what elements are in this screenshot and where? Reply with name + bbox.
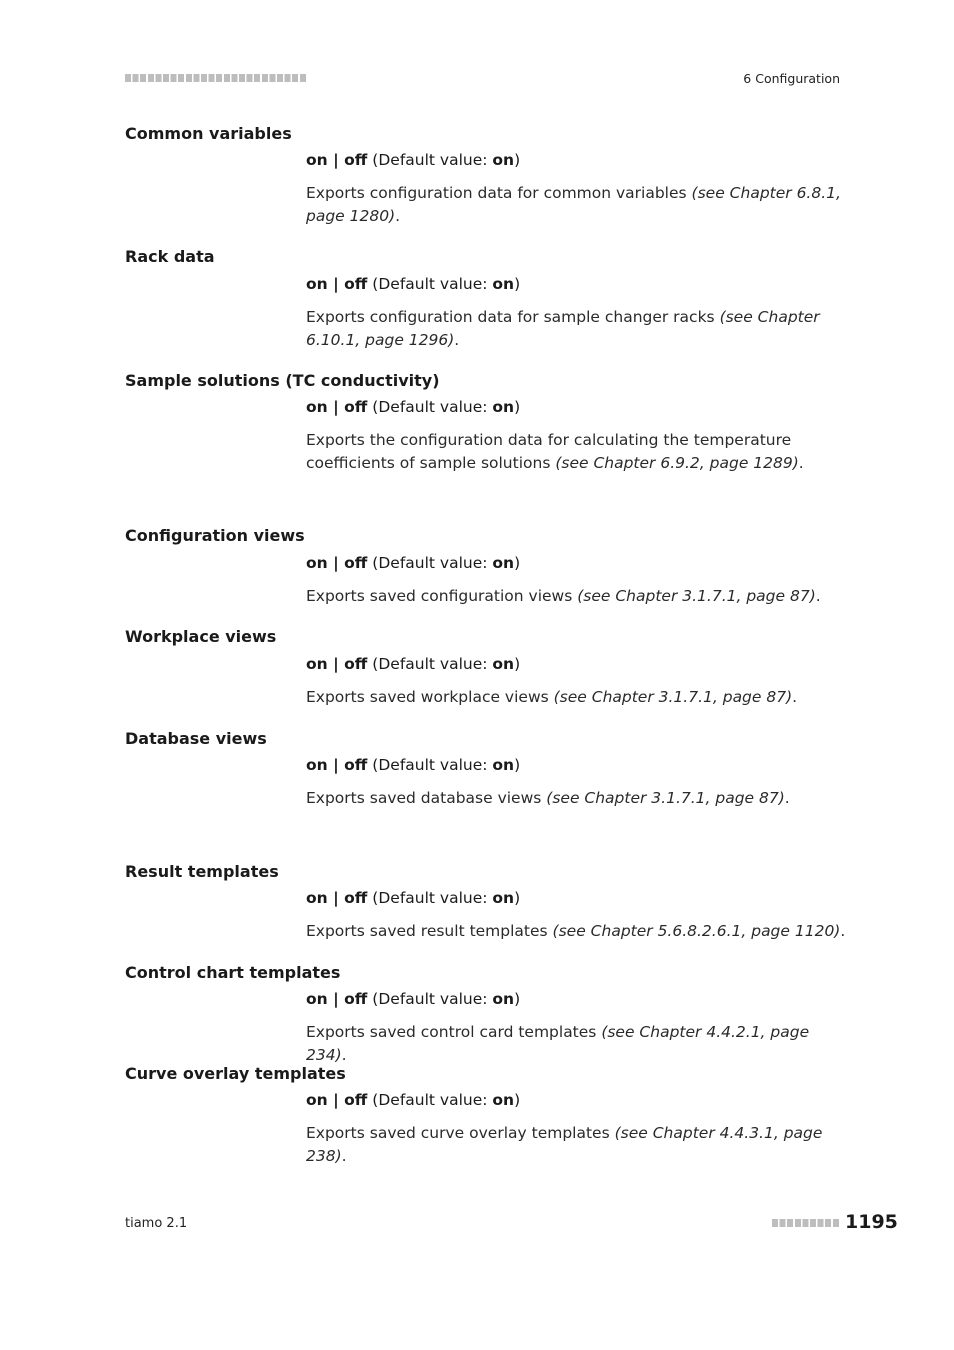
description-text: Exports saved database views	[306, 789, 547, 807]
default-value: on	[492, 990, 515, 1008]
entry-title-curve-overlay-templates: Curve overlay templates	[125, 1064, 346, 1083]
entry-description	[306, 920, 846, 943]
default-close: )	[514, 275, 521, 293]
description-text: Exports saved curve overlay templates	[306, 1124, 615, 1142]
option-on: on	[306, 398, 328, 416]
option-on: on	[306, 151, 328, 169]
description-end: .	[798, 454, 804, 472]
default-label: (Default value:	[367, 756, 493, 774]
default-value: on	[492, 1091, 515, 1109]
description-end: .	[454, 331, 460, 349]
option-on: on	[306, 756, 328, 774]
option-separator: |	[327, 1091, 345, 1109]
chapter-reference: (see Chapter 3.1.7.1, page 87)	[546, 789, 785, 807]
option-off: off	[344, 990, 368, 1008]
header-decoration	[125, 74, 307, 82]
option-separator: |	[327, 554, 345, 572]
option-off: off	[344, 756, 368, 774]
entry-options	[306, 398, 520, 416]
entry-options	[306, 655, 520, 673]
entry-description	[306, 429, 846, 475]
default-close: )	[514, 554, 521, 572]
chapter-reference: (see Chapter 6.9.2, page 1289)	[555, 454, 799, 472]
option-off: off	[344, 398, 368, 416]
option-off: off	[344, 889, 368, 907]
description-text: Exports configuration data for sample changer racks	[306, 308, 720, 326]
default-label: (Default value:	[367, 275, 493, 293]
entry-title-workplace-views: Workplace views	[125, 627, 277, 646]
default-value: on	[492, 275, 515, 293]
option-on: on	[306, 554, 328, 572]
option-separator: |	[327, 151, 345, 169]
description-end: .	[341, 1147, 347, 1165]
entry-title-result-templates: Result templates	[125, 862, 279, 881]
entry-description	[306, 585, 846, 608]
option-off: off	[344, 1091, 368, 1109]
option-on: on	[306, 990, 328, 1008]
option-separator: |	[327, 990, 345, 1008]
entry-title-control-chart-templates: Control chart templates	[125, 963, 341, 982]
description-end: .	[341, 1046, 347, 1064]
default-close: )	[514, 398, 521, 416]
entry-description	[306, 182, 846, 228]
entry-options	[306, 275, 520, 293]
chapter-reference: (see Chapter 3.1.7.1, page 87)	[577, 587, 816, 605]
option-off: off	[344, 275, 368, 293]
option-separator: |	[327, 655, 345, 673]
default-value: on	[492, 889, 515, 907]
entry-options	[306, 889, 520, 907]
description-text: Exports saved configuration views	[306, 587, 578, 605]
default-value: on	[492, 756, 515, 774]
default-label: (Default value:	[367, 990, 493, 1008]
description-text: Exports saved control card templates	[306, 1023, 602, 1041]
chapter-title: 6 Configuration	[743, 71, 840, 86]
entry-description	[306, 306, 846, 352]
footer-decoration	[772, 1219, 840, 1227]
description-end: .	[840, 922, 846, 940]
default-label: (Default value:	[367, 1091, 493, 1109]
default-close: )	[514, 756, 521, 774]
chapter-reference: (see Chapter 4.4.3.1, page 238)	[306, 1124, 823, 1165]
default-value: on	[492, 151, 515, 169]
entry-title-rack-data: Rack data	[125, 247, 215, 266]
option-on: on	[306, 275, 328, 293]
option-separator: |	[327, 398, 345, 416]
entry-options	[306, 151, 520, 169]
option-separator: |	[327, 889, 345, 907]
entry-description	[306, 1021, 846, 1067]
default-close: )	[514, 889, 521, 907]
description-text: Exports the configuration data for calculating the temperature coefficients of sample solutions	[306, 431, 792, 472]
default-label: (Default value:	[367, 655, 493, 673]
chapter-reference: (see Chapter 4.4.2.1, page 234)	[306, 1023, 810, 1064]
option-off: off	[344, 655, 368, 673]
option-on: on	[306, 655, 328, 673]
page-number: 1195	[845, 1211, 898, 1233]
default-label: (Default value:	[367, 398, 493, 416]
entry-title-common-variables: Common variables	[125, 124, 292, 143]
default-label: (Default value:	[367, 554, 493, 572]
default-label: (Default value:	[367, 151, 493, 169]
entry-options	[306, 554, 520, 572]
option-on: on	[306, 889, 328, 907]
entry-options	[306, 1091, 520, 1109]
chapter-reference: (see Chapter 5.6.8.2.6.1, page 1120)	[552, 922, 841, 940]
default-value: on	[492, 554, 515, 572]
description-end: .	[784, 789, 790, 807]
chapter-reference: (see Chapter 6.8.1, page 1280)	[306, 184, 841, 225]
description-end: .	[792, 688, 798, 706]
entry-options	[306, 756, 520, 774]
description-end: .	[395, 207, 401, 225]
default-close: )	[514, 990, 521, 1008]
default-close: )	[514, 151, 521, 169]
description-text: Exports configuration data for common variables	[306, 184, 692, 202]
option-separator: |	[327, 275, 345, 293]
description-text: Exports saved workplace views	[306, 688, 554, 706]
default-value: on	[492, 655, 515, 673]
option-separator: |	[327, 756, 345, 774]
option-off: off	[344, 554, 368, 572]
entry-options	[306, 990, 520, 1008]
default-close: )	[514, 1091, 521, 1109]
entry-description	[306, 787, 846, 810]
option-on: on	[306, 1091, 328, 1109]
entry-description	[306, 1122, 846, 1168]
default-value: on	[492, 398, 515, 416]
description-text: Exports saved result templates	[306, 922, 553, 940]
chapter-reference: (see Chapter 6.10.1, page 1296)	[306, 308, 820, 349]
product-name: tiamo 2.1	[125, 1216, 188, 1231]
entry-description	[306, 686, 846, 709]
option-off: off	[344, 151, 368, 169]
description-end: .	[815, 587, 821, 605]
entry-title-configuration-views: Configuration views	[125, 526, 305, 545]
chapter-reference: (see Chapter 3.1.7.1, page 87)	[553, 688, 793, 706]
default-label: (Default value:	[367, 889, 493, 907]
entry-title-sample-solutions: Sample solutions (TC conductivity)	[125, 371, 440, 390]
entry-title-database-views: Database views	[125, 729, 267, 748]
default-close: )	[514, 655, 521, 673]
